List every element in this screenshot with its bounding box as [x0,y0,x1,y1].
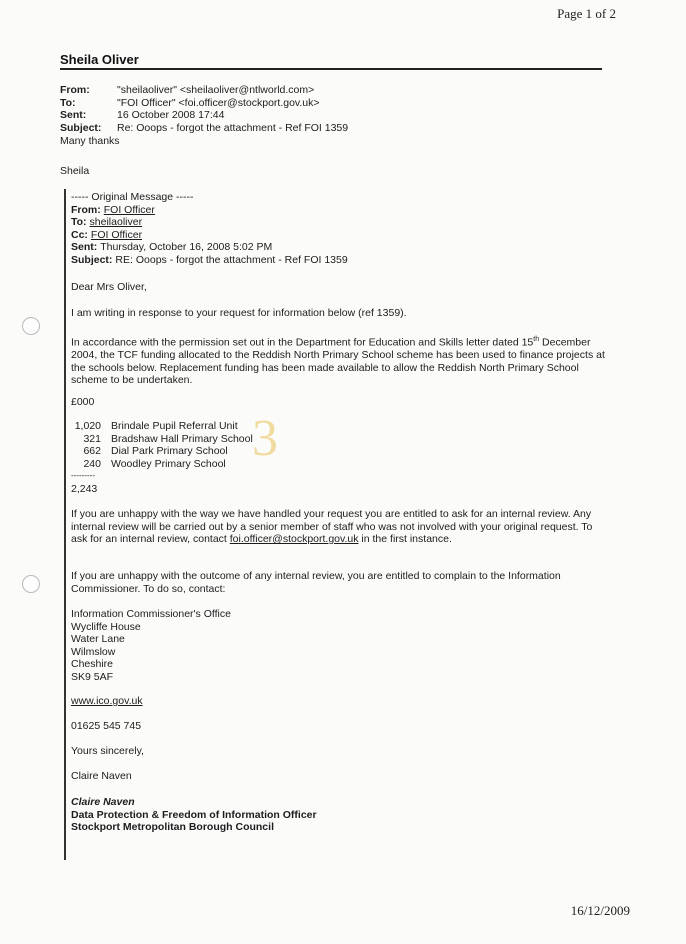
figures-list [71,420,611,470]
punch-hole [22,575,40,593]
figures-unit: £000 [71,396,95,408]
original-to [71,216,611,229]
figure-row [71,433,611,446]
original-cc-key: Cc: [71,228,88,241]
figure-row [71,420,611,433]
address-line: Cheshire [71,658,114,670]
original-sent [71,241,611,254]
signature-organisation: Stockport Metropolitan Borough Council [71,821,274,833]
header-to-key: To: [60,96,76,109]
original-from-key: From: [71,203,101,216]
paragraph-review-end: in the first instance. [358,533,452,545]
paragraph-request: I am writing in response to your request for information below (ref 1359). [71,307,407,319]
original-sent-key: Sent: [71,241,98,253]
figure-value: 1,020 [74,420,101,432]
figure-row [71,458,611,471]
figure-school: Brindale Pupil Referral Unit [111,420,238,432]
header-sent [60,109,348,122]
original-message-marker: ----- Original Message ----- [71,191,194,203]
paragraph-review-start: If you are unhappy with the way we have handled your request you are entitled to ask for an internal review. Any internal review will be carried out by a senior member of staff who was not involved with your original request. To ask for an internal review, contact [71,508,593,545]
header-subject-key: Subject: [60,121,102,134]
reply-body: Many thanks [60,135,120,147]
header-from-value: "sheilaoliver" <sheilaoliver@ntlworld.com> [117,84,315,96]
original-subject-value: RE: Ooops - forgot the attachment - Ref FOI 1359 [115,253,348,266]
header-from-key: From: [60,84,90,96]
original-cc-link[interactable]: FOI Officer [90,228,143,241]
header-to-value: "FOI Officer" <foi.officer@stockport.gov.uk> [117,96,320,109]
address-line: SK9 5AF [71,670,114,683]
sender-name: Sheila Oliver [60,52,139,67]
figure-row [71,445,611,458]
sender-divider [60,68,602,70]
quote-bar [64,189,66,860]
original-to-link[interactable]: sheilaoliver [89,216,143,228]
figure-school: Bradshaw Hall Primary School [111,432,253,445]
paragraph-internal-review [71,508,611,546]
header-subject [60,122,348,135]
header-to [60,97,348,110]
ico-address [71,608,611,683]
ordinal-suffix: th [533,336,540,343]
paragraph-complaint: If you are unhappy with the outcome of any internal review, you are entitled to complain to the Information Commissioner. To do so, contact: [71,570,561,595]
figure-school: Woodley Primary School [111,457,226,470]
punch-hole [22,317,40,335]
original-to-key: To: [71,216,87,228]
foi-email-link[interactable]: foi.officer@stockport.gov.uk [229,533,359,545]
original-message-block [71,191,611,266]
original-subject-key: Subject: [71,253,113,266]
signoff-name: Claire Naven [71,770,132,782]
paragraph-funding-start: In accordance with the permission set out in the Department for Education and Skills letter dated 15 [71,336,534,349]
reply-signature: Sheila [60,165,90,177]
figure-value: 662 [83,445,101,457]
header-sent-value: 16 October 2008 17:44 [117,109,225,121]
header-from [60,84,348,97]
header-sent-key: Sent: [60,109,87,121]
ico-website-link[interactable]: www.ico.gov.uk [71,695,143,707]
figure-school: Dial Park Primary School [111,445,228,457]
address-line: Water Lane [71,633,125,645]
date-stamp: 16/12/2009 [570,903,630,918]
greeting: Dear Mrs Oliver, [71,281,147,293]
signature-block [71,796,611,834]
paragraph-funding-end: December 2004, the TCF funding allocated to the Reddish North Primary School scheme has been used to finance projects at the schools below. Replacement funding has been made available to allow the Reddish North Primary School scheme to be undertaken. [71,336,605,386]
handwritten-mark: 3 [252,410,278,467]
closing: Yours sincerely, [71,745,144,757]
ico-phone: 01625 545 745 [71,720,142,732]
original-subject [71,254,611,267]
header-subject-value: Re: Ooops - forgot the attachment - Ref FOI 1359 [117,121,349,134]
original-cc [71,229,611,242]
address-line: Wilmslow [71,645,116,658]
figures-total: 2,243 [71,483,98,495]
original-sent-value: Thursday, October 16, 2008 5:02 PM [100,241,273,253]
original-from [71,204,611,217]
paragraph-funding [71,334,611,387]
figure-value: 240 [83,457,101,470]
signature-title: Data Protection & Freedom of Information Officer [71,808,317,821]
address-line: Wycliffe House [71,620,141,633]
page-number: Page 1 of 2 [557,6,616,21]
figures-rule: --------- [71,471,95,480]
email-header [60,84,348,134]
signature-name: Claire Naven [71,796,135,808]
original-from-link[interactable]: FOI Officer [103,203,155,216]
figure-value: 321 [83,432,101,445]
address-line: Information Commissioner's Office [71,608,231,620]
